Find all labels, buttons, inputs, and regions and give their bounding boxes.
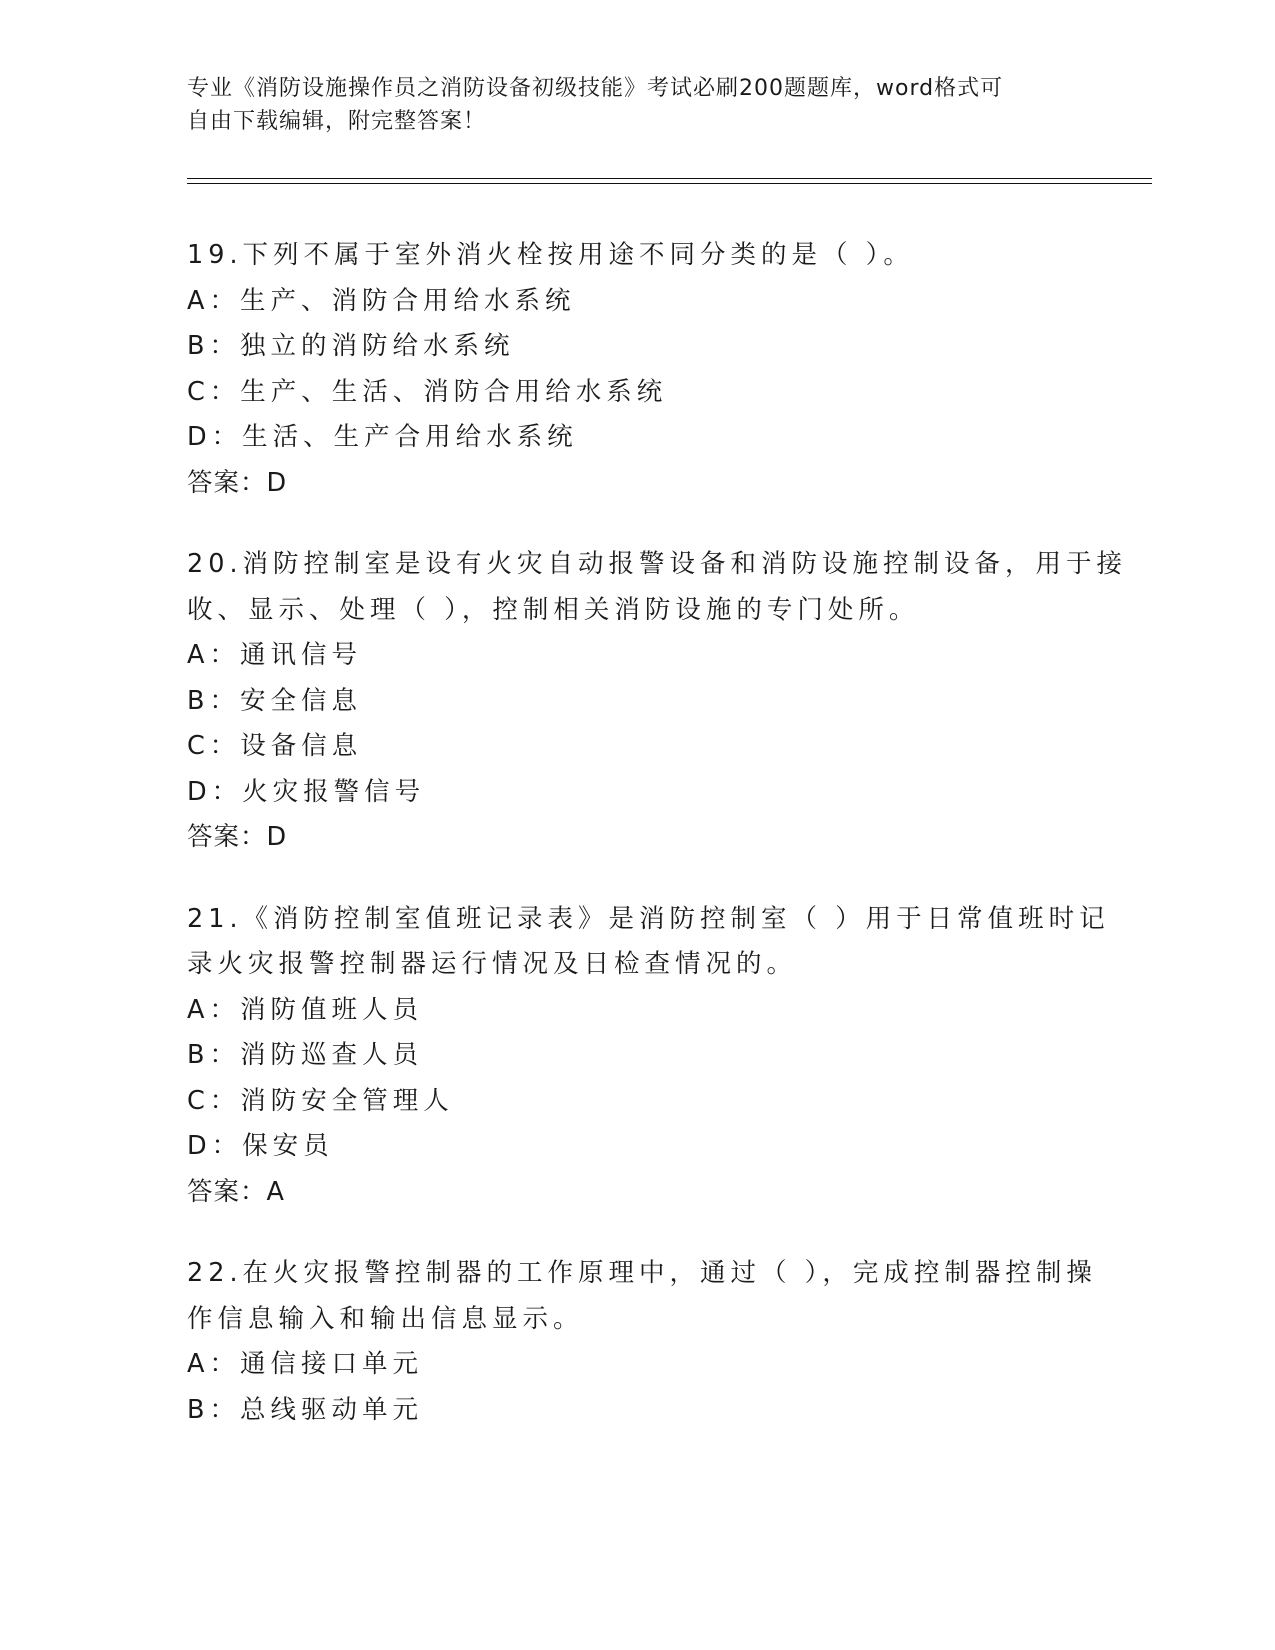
- question-text: 20.消防控制室是设有火灾自动报警设备和消防设施控制设备，用于接: [187, 549, 1128, 579]
- question-22: [187, 1251, 1097, 1433]
- question-19: [187, 233, 1087, 506]
- answer: 答案：D: [187, 467, 288, 498]
- option-d: D：保安员: [187, 1131, 334, 1161]
- option-b: B：安全信息: [187, 685, 362, 716]
- document-header: [187, 72, 1067, 138]
- question-text: 21.《消防控制室值班记录表》是消防控制室（ ）用于日常值班时记: [187, 903, 1110, 934]
- question-21: [187, 897, 1110, 1216]
- header-divider-bottom: [187, 183, 1152, 184]
- header-line-1: 专业《消防设施操作员之消防设备初级技能》考试必刷200题题库，word格式可: [187, 76, 1004, 101]
- option-d: D：生活、生产合用给水系统: [187, 422, 578, 452]
- question-list: [187, 233, 1128, 1469]
- option-b: B：总线驱动单元: [187, 1394, 423, 1425]
- header-line-2: 自由下载编辑，附完整答案！: [187, 109, 487, 134]
- question-20: [187, 542, 1128, 861]
- option-a: A：消防值班人员: [187, 994, 423, 1025]
- answer: 答案：D: [187, 822, 288, 852]
- option-b: B：消防巡查人员: [187, 1040, 423, 1070]
- option-a: A：生产、消防合用给水系统: [187, 285, 576, 316]
- option-a: A：通信接口单元: [187, 1349, 423, 1379]
- option-a: A：通讯信号: [187, 640, 362, 670]
- question-text-continued: 录火灾报警控制器运行情况及日检查情况的。: [187, 949, 798, 979]
- option-c: C：生产、生活、消防合用给水系统: [187, 376, 668, 407]
- header-divider-top: [187, 178, 1152, 179]
- option-d: D：火灾报警信号: [187, 776, 426, 807]
- question-text: 19.下列不属于室外消火栓按用途不同分类的是（ ）。: [187, 240, 914, 270]
- option-c: C：设备信息: [187, 731, 363, 761]
- option-c: C：消防安全管理人: [187, 1085, 454, 1116]
- question-text-continued: 收、显示、处理（ ），控制相关消防设施的专门处所。: [187, 594, 920, 625]
- answer: 答案：A: [187, 1176, 285, 1207]
- question-text-continued: 作信息输入和输出信息显示。: [187, 1303, 584, 1334]
- question-text: 22.在火灾报警控制器的工作原理中，通过（ ），完成控制器控制操: [187, 1258, 1097, 1288]
- option-b: B：独立的消防给水系统: [187, 331, 515, 361]
